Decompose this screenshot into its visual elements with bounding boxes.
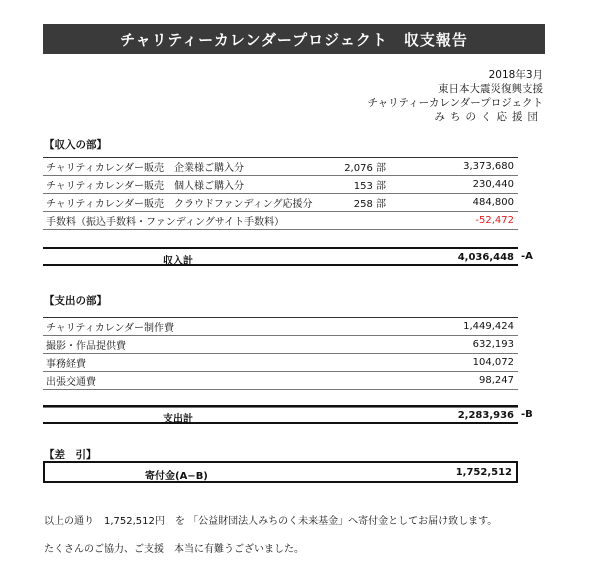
row-quantity: 153 部 xyxy=(353,181,386,192)
income-total-label: 収入計 xyxy=(163,256,193,267)
row-amount: 3,373,680 xyxy=(463,161,514,172)
difference-section-label: 【差 引】 xyxy=(44,449,97,461)
header-line-1: 東日本大震災復興支援 xyxy=(438,83,543,95)
table-row xyxy=(43,212,518,230)
table-row xyxy=(43,336,518,354)
closing-note-1: 以上の通り 1,752,512円 を 「公益財団法人みちのく未来基金」へ寄付金としてお届け致します。 xyxy=(44,516,498,527)
expense-section-label: 【支出の部】 xyxy=(44,295,107,307)
row-label: チャリティカレンダー販売 企業様ご購入分 xyxy=(46,163,245,174)
expense-total-row xyxy=(43,405,518,424)
income-total-suffix: -A xyxy=(521,251,533,262)
row-amount-negative: -52,472 xyxy=(475,215,514,226)
row-amount: 1,449,424 xyxy=(463,321,514,332)
row-amount: 104,072 xyxy=(472,357,514,368)
row-amount: 98,247 xyxy=(479,375,514,386)
table-row xyxy=(43,354,518,372)
row-label: チャリティカレンダー制作費 xyxy=(46,323,175,334)
header-line-2: チャリティーカレンダープロジェクト xyxy=(367,97,543,109)
row-label: チャリティカレンダー販売 個人様ご購入分 xyxy=(46,181,245,192)
income-total-amount: 4,036,448 xyxy=(457,252,514,263)
donation-amount: 1,752,512 xyxy=(455,467,512,478)
expense-total-label: 支出計 xyxy=(163,414,193,425)
table-row xyxy=(43,176,518,194)
row-label: 手数料（振込手数料・ファンディングサイト手数料） xyxy=(46,217,285,228)
table-row xyxy=(43,194,518,212)
row-amount: 230,440 xyxy=(472,179,514,190)
expense-total-suffix: -B xyxy=(521,409,533,420)
row-quantity: 258 部 xyxy=(353,199,386,210)
organization-name: みちのく応援団 xyxy=(434,111,543,123)
row-label: 事務経費 xyxy=(46,359,86,370)
report-date: 2018年3月 xyxy=(488,69,543,81)
row-label: 出張交通費 xyxy=(46,377,96,388)
donation-total-box xyxy=(43,461,518,483)
expense-table xyxy=(43,317,518,408)
row-label: 撮影・作品提供費 xyxy=(46,341,126,352)
expense-total-amount: 2,283,936 xyxy=(457,410,514,421)
income-total-row xyxy=(43,247,518,266)
table-row-empty xyxy=(43,230,518,248)
table-row xyxy=(43,318,518,336)
row-amount: 632,193 xyxy=(472,339,514,350)
closing-note-2: たくさんのご協力、ご支援 本当に有難うございました。 xyxy=(44,544,304,555)
report-header xyxy=(367,68,543,124)
row-label: チャリティカレンダー販売 クラウドファンディング応援分 xyxy=(46,199,313,210)
row-quantity: 2,076 部 xyxy=(344,163,386,174)
report-title: チャリティーカレンダープロジェクト 収支報告 xyxy=(43,24,545,54)
table-row xyxy=(43,372,518,390)
row-amount: 484,800 xyxy=(472,197,514,208)
income-section-label: 【収入の部】 xyxy=(44,139,107,151)
income-table xyxy=(43,157,518,248)
donation-label: 寄付金(A−B) xyxy=(145,471,208,482)
table-row xyxy=(43,158,518,176)
